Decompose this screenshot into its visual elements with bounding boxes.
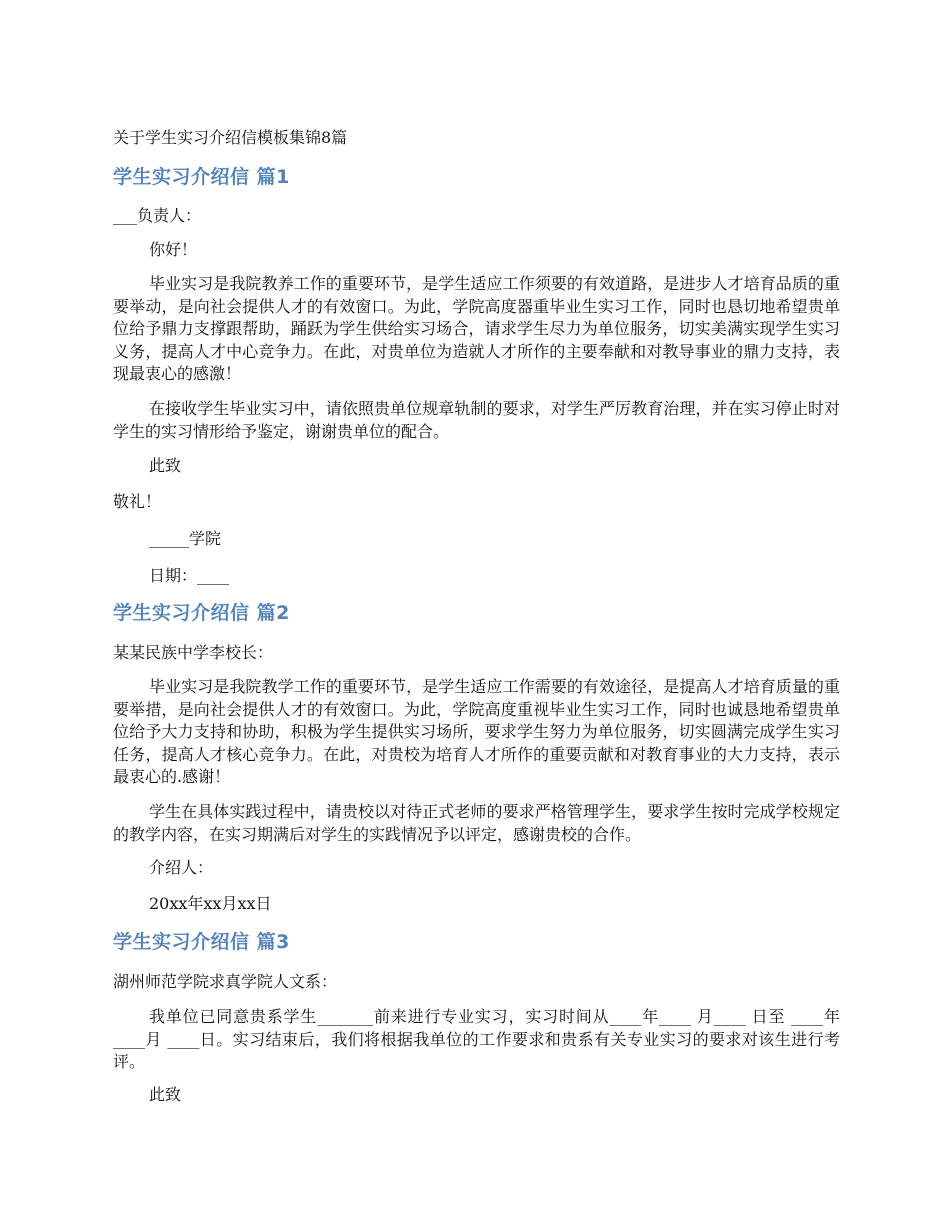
document-title: 关于学生实习介绍信模板集锦8篇 [113, 128, 348, 147]
closing-3: 此致 [149, 1085, 182, 1104]
paragraph-2-1: 毕业实习是我院教学工作的重要环节，是学生适应工作需要的有效途径，是提高人才培育质量的重要举措，是向社会提供人才的有效窗口。为此，学院高度重视毕业生实习工作，同时也诚恳地希望贵单位给予大力支持和协助，积极为学生提供实习场所，要求学生努力为单位服务，切实圆满完成学生实习任务，提高人才核心竞争力。在此，对贵校为培育人才所作的重要贡献和对教育事业的大力支持，表示最衷心的.感谢！ [113, 677, 840, 786]
introducer-2: 介绍人： [149, 858, 214, 877]
salutation-3: 湖州师范学院求真学院人文系： [113, 972, 338, 991]
date-2: 20xx年xx月xx日 [149, 894, 272, 913]
paragraph-3-1: 我单位已同意贵系学生_______前来进行专业实习，实习时间从____年____ 月____ 日至 ____年 ____月 ____日。实习结束后，我们将根据我单位的工作要求和贵系有关专业实习的要求对该生进行考评。 [113, 1007, 840, 1071]
section-heading-2: 学生实习介绍信 篇2 [113, 602, 290, 624]
section-heading-1: 学生实习介绍信 篇1 [113, 166, 290, 188]
paragraph-1-1: 毕业实习是我院教养工作的重要环节，是学生适应工作须要的有效道路，是进步人才培育品质的重要举动，是向社会提供人才的有效窗口。为此，学院高度器重毕业生实习工作，同时也恳切地希望贵单位给予鼎力支撑跟帮助，踊跃为学生供给实习场合，请求学生尽力为单位服务，切实美满实现学生实习义务，提高人才中心竞争力。在此，对贵单位为造就人才所作的主要奉献和对教导事业的鼎力支持，表现最衷心的感激！ [113, 274, 840, 383]
section-heading-3: 学生实习介绍信 篇3 [113, 931, 290, 953]
signature-1: _____学院 [149, 529, 222, 548]
date-1: 日期：____ [149, 566, 230, 585]
closing-1-a: 此致 [149, 456, 182, 475]
salutation-1: ___负责人： [113, 206, 202, 225]
greeting-1: 你好！ [149, 240, 198, 259]
paragraph-1-2: 在接收学生毕业实习中，请依照贵单位规章轨制的要求，对学生严厉教育治理，并在实习停止时对学生的实习情形给予鉴定，谢谢贵单位的配合。 [113, 399, 840, 441]
paragraph-2-2: 学生在具体实践过程中，请贵校以对待正式老师的要求严格管理学生，要求学生按时完成学校规定的教学内容，在实习期满后对学生的实践情况予以评定，感谢贵校的合作。 [113, 802, 840, 844]
salutation-2: 某某民族中学李校长： [113, 643, 274, 662]
closing-1-b: 敬礼！ [113, 492, 162, 511]
